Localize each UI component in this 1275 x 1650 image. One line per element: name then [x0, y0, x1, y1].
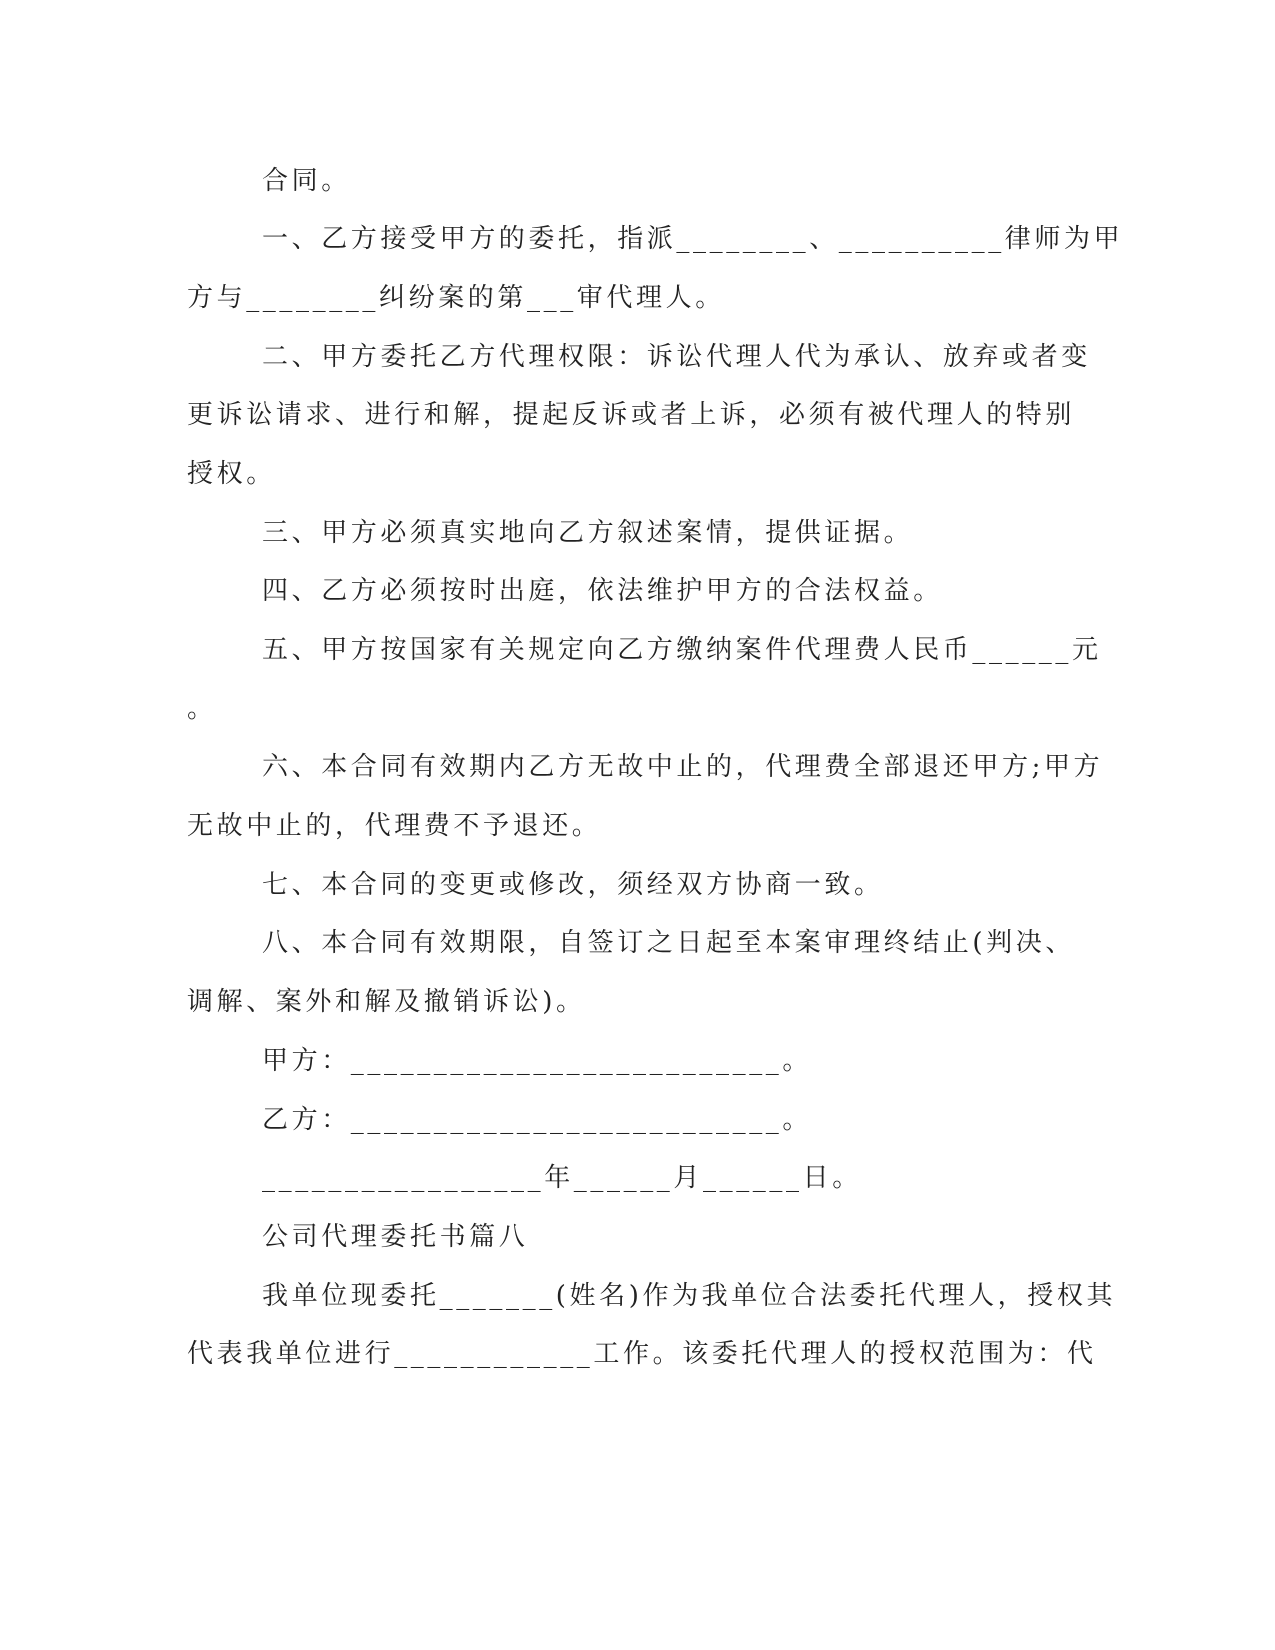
clause-3-line: 三、甲方必须真实地向乙方叙述案情，提供证据。 — [262, 518, 914, 548]
clause-7-line: 七、本合同的变更或修改，须经双方协商一致。 — [262, 870, 884, 900]
clause-6-line-2: 无故中止的，代理费不予退还。 — [187, 811, 602, 841]
party-b-signature-line: 乙方：__________________________。 — [262, 1105, 812, 1135]
clause-2-line-1: 二、甲方委托乙方代理权限：诉讼代理人代为承认、放弃或者变 — [262, 342, 1091, 372]
clause-6-line-1: 六、本合同有效期内乙方无故中止的，代理费全部退还甲方;甲方 — [262, 752, 1104, 782]
delegation-line-1: 我单位现委托_______(姓名)作为我单位合法委托代理人，授权其 — [262, 1281, 1117, 1311]
clause-2-line-3: 授权。 — [187, 459, 276, 489]
party-a-signature-line: 甲方：__________________________。 — [262, 1046, 812, 1076]
clause-5-line-2: 。 — [187, 694, 217, 724]
clause-5-line-1: 五、甲方按国家有关规定向乙方缴纳案件代理费人民币______元 — [262, 635, 1102, 665]
clause-4-line: 四、乙方必须按时出庭，依法维护甲方的合法权益。 — [262, 576, 943, 606]
delegation-line-2: 代表我单位进行____________工作。该委托代理人的授权范围为：代 — [187, 1339, 1097, 1369]
clause-1-line-1: 一、乙方接受甲方的委托，指派________、__________律师为甲 — [262, 224, 1124, 254]
clause-8-line-2: 调解、案外和解及撤销诉讼)。 — [187, 987, 586, 1017]
clause-2-line-2: 更诉讼请求、进行和解，提起反诉或者上诉，必须有被代理人的特别 — [187, 400, 1076, 430]
text-line-contract-end: 合同。 — [262, 166, 351, 196]
section-heading: 公司代理委托书篇八 — [262, 1222, 529, 1252]
date-line: _________________年______月______日。 — [262, 1163, 862, 1193]
clause-8-line-1: 八、本合同有效期限，自签订之日起至本案审理终结止(判决、 — [262, 928, 1075, 958]
clause-1-line-2: 方与________纠纷案的第___审代理人。 — [187, 283, 725, 313]
